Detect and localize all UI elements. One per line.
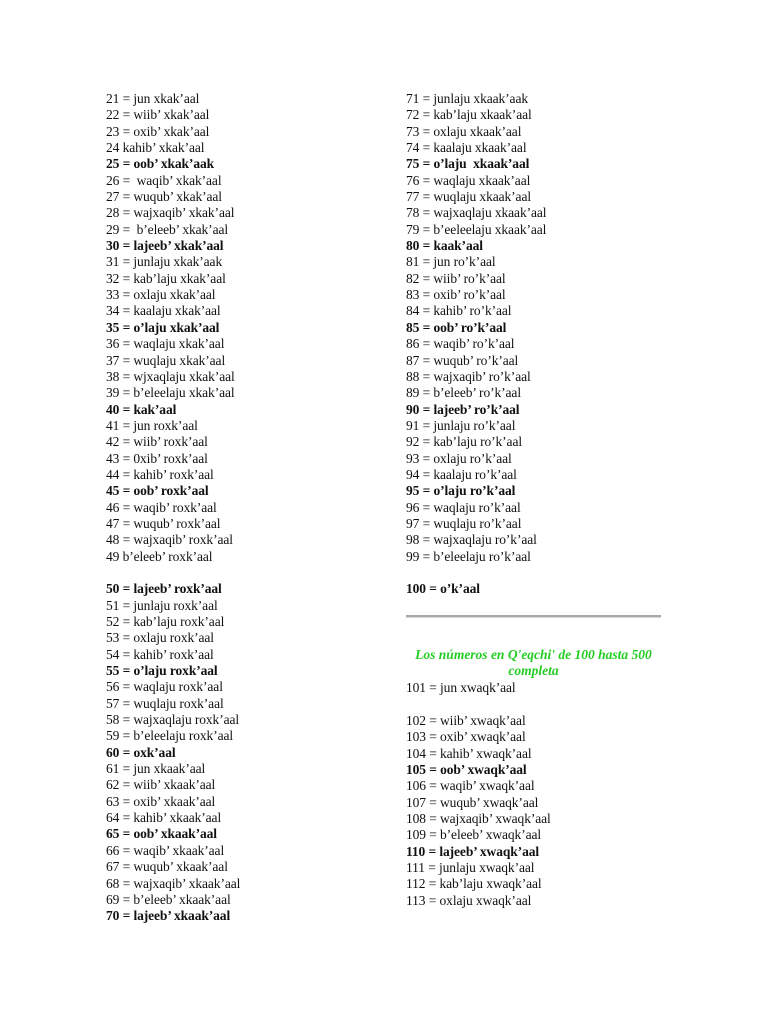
number-entry: 96 = waqlaju ro’k’aal <box>406 499 521 515</box>
number-entry: 61 = jun xkaak’aal <box>106 761 206 777</box>
number-entry: 68 = wajxaqib’ xkaak’aal <box>106 875 241 891</box>
number-entry: 26 = waqib’ xkak’aal <box>106 172 222 188</box>
number-entry: 33 = oxlaju xkak’aal <box>106 287 216 303</box>
number-entry: 87 = wuqub’ ro’k’aal <box>406 352 519 368</box>
number-entry: 47 = wuqub’ roxk’aal <box>106 515 221 531</box>
number-entry: 109 = b’eleeb’ xwaqk’aal <box>406 827 542 843</box>
number-entry: 86 = waqib’ ro’k’aal <box>406 336 515 352</box>
number-entry: 41 = jun roxk’aal <box>106 417 198 433</box>
number-entry: 42 = wiib’ roxk’aal <box>106 434 208 450</box>
number-entry: 80 = kaak’aal <box>406 238 483 254</box>
number-entry: 23 = oxib’ xkak’aal <box>106 123 210 139</box>
number-entry: 113 = oxlaju xwaqk’aal <box>406 892 532 908</box>
section-heading: Los números en Q'eqchi' de 100 hasta 500 completa <box>415 646 652 678</box>
number-entry: 101 = jun xwaqk’aal <box>406 680 516 696</box>
number-entry: 77 = wuqlaju xkaak’aal <box>406 189 531 205</box>
number-entry: 100 = o’k’aal <box>406 581 480 597</box>
number-entry: 43 = 0xib’ roxk’aal <box>106 450 208 466</box>
number-entry: 89 = b’eleeb’ ro’k’aal <box>406 385 521 401</box>
number-entry: 32 = kab’laju xkak’aal <box>106 270 226 286</box>
number-entry: 76 = waqlaju xkaak’aal <box>406 172 531 188</box>
number-entry: 97 = wuqlaju ro’k’aal <box>406 515 522 531</box>
number-entry: 36 = waqlaju xkak’aal <box>106 336 225 352</box>
number-entry: 102 = wiib’ xwaqk’aal <box>406 713 526 729</box>
number-entry: 69 = b’eleeb’ xkaak’aal <box>106 891 231 907</box>
number-entry: 35 = o’laju xkak’aal <box>106 319 220 335</box>
blank-line <box>406 697 676 713</box>
number-entry: 50 = lajeeb’ roxk’aal <box>106 581 222 597</box>
number-entry: 66 = waqib’ xkaak’aal <box>106 842 225 858</box>
number-entry: 59 = b’eleelaju roxk’aal <box>106 728 234 744</box>
number-entry: 31 = junlaju xkak’aak <box>106 254 223 270</box>
blank-line <box>406 565 676 581</box>
number-entry: 27 = wuqub’ xkak’aal <box>106 189 222 205</box>
divider-wrap <box>406 598 676 647</box>
number-entry: 54 = kahib’ roxk’aal <box>106 646 214 662</box>
number-entry: 70 = lajeeb’ xkaak’aal <box>106 908 231 924</box>
number-entry: 78 = wajxaqlaju xkaak’aal <box>406 205 547 221</box>
number-entry: 38 = wjxaqlaju xkak’aal <box>106 368 235 384</box>
number-entry: 83 = oxib’ ro’k’aal <box>406 287 506 303</box>
number-entry: 46 = waqib’ roxk’aal <box>106 499 217 515</box>
number-entry: 24 kahib’ xkak’aal <box>106 140 205 156</box>
number-entry: 34 = kaalaju xkak’aal <box>106 303 221 319</box>
number-entry: 63 = oxib’ xkaak’aal <box>106 793 216 809</box>
left-column <box>106 91 386 925</box>
number-entry: 64 = kahib’ xkaak’aal <box>106 810 222 826</box>
number-entry: 105 = oob’ xwaqk’aal <box>406 762 527 778</box>
number-entry: 48 = wajxaqib’ roxk’aal <box>106 532 233 548</box>
horizontal-divider <box>406 615 661 618</box>
number-entry: 103 = oxib’ xwaqk’aal <box>406 729 526 745</box>
number-entry: 98 = wajxaqlaju ro’k’aal <box>406 532 537 548</box>
number-entry: 84 = kahib’ ro’k’aal <box>406 303 512 319</box>
number-entry: 91 = junlaju ro’k’aal <box>406 417 516 433</box>
number-entry: 85 = oob’ ro’k’aal <box>406 319 507 335</box>
number-entry: 108 = wajxaqib’ xwaqk’aal <box>406 811 551 827</box>
number-entry: 72 = kab’laju xkaak’aal <box>406 107 532 123</box>
number-entry: 73 = oxlaju xkaak’aal <box>406 123 522 139</box>
number-entry: 39 = b’eleelaju xkak’aal <box>106 385 235 401</box>
number-entry: 90 = lajeeb’ ro’k’aal <box>406 401 520 417</box>
number-entry: 52 = kab’laju roxk’aal <box>106 614 225 629</box>
number-entry: 111 = junlaju xwaqk’aal <box>406 860 535 876</box>
number-entry: 40 = kak’aal <box>106 401 177 417</box>
number-entry: 28 = wajxaqib’ xkak’aal <box>106 205 235 221</box>
number-entry: 22 = wiib’ xkak’aal <box>106 107 210 123</box>
number-entry: 106 = waqib’ xwaqk’aal <box>406 778 535 794</box>
number-entry: 44 = kahib’ roxk’aal <box>106 466 214 482</box>
number-entry: 92 = kab’laju ro’k’aal <box>406 434 522 450</box>
number-entry: 95 = o’laju ro’k’aal <box>406 483 516 499</box>
right-column <box>406 91 676 909</box>
number-entry: 53 = oxlaju roxk’aal <box>106 630 214 646</box>
number-entry: 25 = oob’ xkak’aak <box>106 156 215 172</box>
number-entry: 67 = wuqub’ xkaak’aal <box>106 859 228 875</box>
number-entry: 74 = kaalaju xkaak’aal <box>406 140 527 156</box>
number-entry: 37 = wuqlaju xkak’aal <box>106 352 226 368</box>
number-entry: 71 = junlaju xkaak’aak <box>406 91 528 106</box>
blank-line <box>106 565 386 581</box>
right-column-top-list <box>406 91 676 598</box>
number-entry: 60 = oxk’aal <box>106 744 176 760</box>
number-entry: 51 = junlaju roxk’aal <box>106 597 218 613</box>
number-entry: 110 = lajeeb’ xwaqk’aal <box>406 843 540 859</box>
number-entry: 62 = wiib’ xkaak’aal <box>106 777 216 793</box>
number-entry: 58 = wajxaqlaju roxk’aal <box>106 712 240 728</box>
number-entry: 49 b’eleeb’ roxk’aal <box>106 548 213 564</box>
number-entry: 93 = oxlaju ro’k’aal <box>406 450 512 466</box>
number-entry: 79 = b’eeleelaju xkaak’aal <box>406 221 547 237</box>
number-entry: 65 = oob’ xkaak’aal <box>106 826 217 842</box>
number-entry: 75 = o’laju xkaak’aal <box>406 156 530 172</box>
number-entry: 82 = wiib’ ro’k’aal <box>406 270 506 286</box>
number-entry: 81 = jun ro’k’aal <box>406 254 496 270</box>
number-entry: 57 = wuqlaju roxk’aal <box>106 695 224 711</box>
number-entry: 21 = jun xkak’aal <box>106 91 200 106</box>
number-entry: 94 = kaalaju ro’k’aal <box>406 466 517 482</box>
number-entry: 30 = lajeeb’ xkak’aal <box>106 238 224 254</box>
number-entry: 55 = o’laju roxk’aal <box>106 663 218 679</box>
number-entry: 104 = kahib’ xwaqk’aal <box>406 745 532 761</box>
right-column-bottom-list <box>406 680 676 909</box>
number-entry: 99 = b’eleelaju ro’k’aal <box>406 548 531 564</box>
number-entry: 56 = waqlaju roxk’aal <box>106 679 223 695</box>
number-entry: 45 = oob’ roxk’aal <box>106 483 209 499</box>
number-entry: 88 = wajxaqib’ ro’k’aal <box>406 368 531 384</box>
number-entry: 29 = b’eleeb’ xkak’aal <box>106 221 229 237</box>
number-entry: 107 = wuqub’ xwaqk’aal <box>406 794 539 810</box>
number-entry: 112 = kab’laju xwaqk’aal <box>406 876 542 892</box>
